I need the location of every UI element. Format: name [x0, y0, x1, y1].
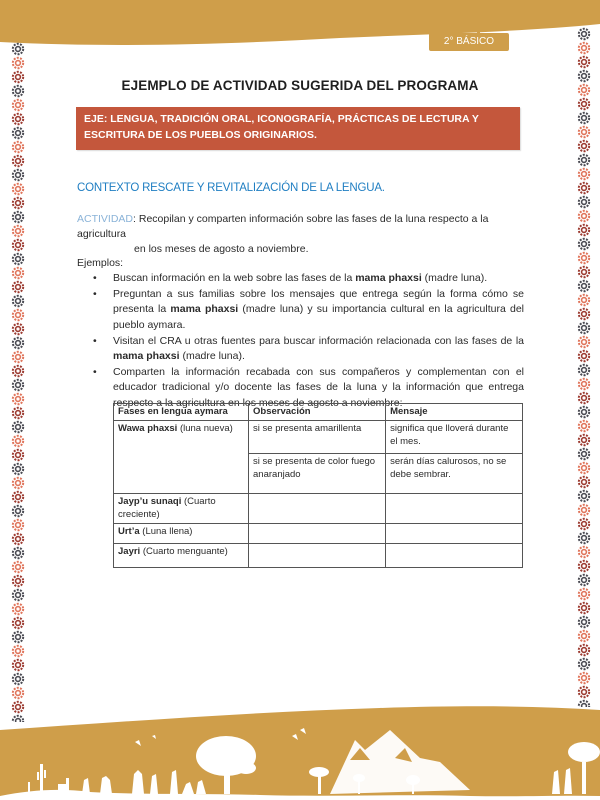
header-observacion: Observación [249, 404, 386, 421]
item-bold: mama phaxsi [113, 350, 180, 363]
left-decorative-border [11, 42, 25, 722]
cell-phase [114, 524, 249, 544]
cell-mensaje: serán días calurosos, no se debe sembrar. [386, 454, 523, 494]
list-item [77, 287, 524, 333]
examples-list [77, 271, 524, 412]
bullet-icon: • [93, 288, 97, 301]
section-heading: CONTEXTO RESCATE Y REVITALIZACIÓN DE LA LENGUA. [77, 182, 385, 194]
cell-observacion [249, 544, 386, 568]
page-title: EJEMPLO DE ACTIVIDAD SUGERIDA DEL PROGRAMA [121, 78, 479, 93]
cell-mensaje [386, 494, 523, 524]
cell-observacion [249, 524, 386, 544]
cell-mensaje [386, 524, 523, 544]
bullet-icon: • [93, 272, 97, 284]
list-item [77, 334, 524, 364]
list-item [77, 271, 524, 286]
phase-name: Urt’a [118, 526, 140, 537]
item-text: Visitan el CRA u otras fuentes para buscar información relacionada con las fases de la [113, 334, 524, 347]
header-fases: Fases en lengua aymara [114, 404, 249, 421]
phase-translation: (Cuarto menguante) [140, 546, 228, 557]
right-decorative-border [577, 27, 591, 707]
cell-phase [114, 421, 249, 494]
phase-name: Wawa phaxsi [118, 423, 178, 434]
table-row [114, 544, 523, 568]
examples-label: Ejemplos: [77, 257, 124, 269]
item-bold: mama phaxsi [170, 303, 239, 316]
cell-observacion: si se presenta amarillenta [249, 421, 386, 454]
bullet-icon: • [93, 334, 97, 347]
cell-observacion: si se presenta de color fuego anaranjado [249, 454, 386, 494]
item-text: Buscan información en la web sobre las fases de la [113, 272, 356, 284]
moon-phases-table [113, 403, 523, 568]
bottom-landscape-illustration [0, 700, 600, 800]
top-banner-wave [0, 0, 600, 50]
phase-name: Jayri [118, 546, 141, 557]
phase-name: Jayp’u sunaqi [118, 496, 182, 507]
actividad-line-2: en los meses de agosto a noviembre. [134, 243, 309, 255]
cell-mensaje: significa que lloverá durante el mes. [386, 421, 523, 454]
actividad-line-1: Recopilan y comparten información sobre las fases de la luna respecto a la agricultura [77, 213, 489, 240]
table-row [114, 494, 523, 524]
header-mensaje: Mensaje [386, 404, 523, 421]
table-row [114, 524, 523, 544]
item-text: Preguntan a sus familias sobre los mensajes que entrega según la forma cómo se presenta la [113, 288, 524, 316]
eje-banner: EJE: LENGUA, TRADICIÓN ORAL, ICONOGRAFÍA, PRÁCTICAS DE LECTURA Y ESCRITURA DE LOS PUEBLOS ORIGINARIOS. [76, 107, 520, 150]
cell-observacion [249, 494, 386, 524]
cell-phase [114, 494, 249, 524]
cell-phase [114, 544, 249, 568]
item-text: (madre luna). [179, 350, 245, 363]
item-bold: mama phaxsi [355, 272, 422, 284]
actividad-separator: : [133, 213, 139, 225]
cell-mensaje [386, 544, 523, 568]
phase-translation: (Luna llena) [139, 526, 193, 537]
table-row [114, 421, 523, 454]
table-header-row [114, 404, 523, 421]
phase-translation: (Cuarto creciente) [118, 496, 216, 520]
actividad-label: ACTIVIDAD [77, 213, 134, 225]
actividad-paragraph [77, 212, 527, 257]
item-text: Comparten la información recabada con sus compañeros y complementan con el educador tradicional y/o docente las fases de la luna y la información que entrega respecto a la agricultura en los meses de agosto a noviembre: [113, 366, 524, 409]
item-text: (madre luna). [421, 272, 488, 284]
bullet-icon: • [93, 366, 97, 379]
unit-tag: 2° BÁSICO Unidad 4 [429, 33, 509, 51]
item-text: (madre luna) y su importancia cultural en la agricultura del pueblo aymara. [113, 303, 524, 331]
phase-translation: (luna nueva) [177, 423, 233, 434]
